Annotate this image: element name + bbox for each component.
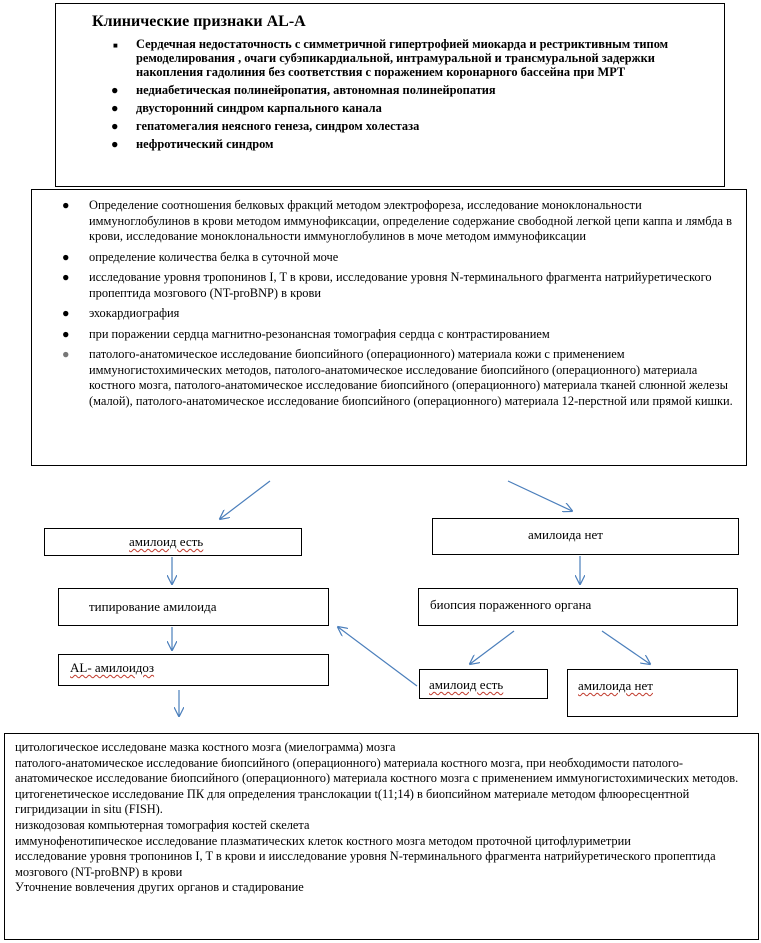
list-item: низкодозовая компьютерная томография костей скелета [15, 817, 310, 832]
amyloid-typing-label: типирование амилоида [89, 599, 217, 614]
biopsy-amyloid-present-label: амилоид есть [429, 677, 504, 692]
list-item: ● патолого-анатомическое исследование биопсийного (операционного) материала кожи с применением иммуногистохимических методов, патолого-анатомическое исследование биопсийного (операционного) материала костного мозга, патолого-анатомическое исследование биопсийного (операционного) материала тканей слюнной железы (малой), патолого-анатомическое исследование биопсийного (операционного) материала 12-перстной или прямой кишки. [62, 347, 733, 408]
biopsy-amyloid-absent-box [567, 669, 738, 717]
clinical-signs-box [55, 3, 725, 187]
bullet-icon: ● [111, 137, 119, 151]
al-amyloidosis-box [58, 654, 329, 686]
workup-box [4, 733, 759, 940]
amyloid-present-label: амилоид есть [129, 534, 204, 549]
list-item: ● нефротический синдром [111, 137, 274, 151]
list-item: ● при поражении сердца магнитно-резонансная томография сердца с контрастированием [62, 326, 550, 341]
organ-biopsy-label: биопсия пораженного органа [430, 597, 592, 612]
list-item: ■ Сердечная недостаточность с симметричной гипертрофией миокарда и рестриктивным типом ремоделирования , очаги субэпикардиальной, интрамуральной и трансмуральной задержки накопления гадолиния без соответствия с поражением коронарного бассейна при МРТ [113, 37, 669, 79]
bullet-icon: ● [111, 119, 119, 133]
diagnostics-list [56, 198, 742, 414]
workup-list [15, 740, 755, 896]
biopsy-amyloid-absent-label: амилоида нет [578, 678, 653, 693]
arrow-diag-to-amyloid-yes [220, 481, 270, 519]
list-item: ● гепатомегалия неясного генеза, синдром холестаза [111, 119, 420, 133]
list-item: ● исследование уровня тропонинов I, T в крови, исследование уровня N-терминального фрагмента натрийуретического пропептида мозгового (NT-proBNP) в крови [62, 270, 712, 300]
amyloid-present-box [44, 528, 302, 556]
list-item: цитологическое исследоване мазка костного мозга (миелограмма) мозга [15, 740, 396, 754]
list-item: исследование уровня тропонинов I, T в крови и иисследование уровня N-терминального фрагмента натрийуретического пропептида мозгового (NT-proBNP) в крови [15, 849, 716, 879]
list-item: ● двусторонний синдром карпального канала [111, 101, 382, 115]
list-item: ● определение количества белка в суточной моче [62, 249, 339, 264]
al-amyloidosis-label: AL- амилоидоз [70, 660, 155, 675]
bullet-icon: ● [111, 83, 119, 97]
bullet-icon: ● [111, 101, 119, 115]
organ-biopsy-box [418, 588, 738, 626]
bullet-icon: ● [62, 347, 70, 361]
bullet-icon: ● [62, 326, 70, 341]
list-item: ● недиабетическая полинейропатия, автономная полинейропатия [111, 83, 496, 97]
diagnostics-box [31, 189, 747, 466]
amyloid-typing-box [58, 588, 329, 626]
bullet-icon: ● [62, 198, 70, 212]
list-item: иммунофенотипическое исследование плазматических клеток костного мозга методом проточной цитофлуриметрии [15, 833, 631, 848]
amyloid-absent-box [432, 518, 739, 555]
list-item: цитогенетическое исследование ПК для определения транслокации t(11;14) в биопсийном материале методом флюоресцентной гигридизации in situ (FISH). [15, 786, 690, 817]
bullet-icon: ● [62, 306, 70, 320]
bullet-icon: ● [62, 270, 70, 284]
arrow-amyloid-yes-2-to-typing [338, 627, 417, 686]
arrow-diag-to-amyloid-no [508, 481, 572, 511]
clinical-signs-list [106, 37, 696, 155]
list-item: ● Определение соотношения белковых фракций методом электрофореза, исследование моноклональности иммуноглобулинов в крови методом иммунофиксации, определение содержание свободной легкой цепи каппа и лямбда в крови, исследование моноклональности иммуноглобулинов в моче методом иммунофиксации [62, 198, 732, 243]
amyloid-absent-label: амилоида нет [528, 527, 603, 542]
clinical-signs-title: Клинические признаки AL-A [92, 13, 306, 30]
bullet-icon: ● [62, 249, 70, 264]
list-item: Уточнение вовлечения других органов и стадирование [15, 880, 304, 895]
biopsy-amyloid-present-box [419, 669, 548, 699]
list-item: патолого-анатомическое исследование биопсийного (операционного) материала костного мозга, при необходимости патолого-анатомическое исследование биопсийного (операционного) материала костного мозга с применением иммуногистохимических методов. [15, 755, 739, 786]
list-item: ● эхокардиография [62, 306, 180, 320]
arrow-biopsy-to-amyloid-no-2 [602, 631, 650, 664]
square-bullet-icon: ■ [113, 41, 118, 50]
arrow-biopsy-to-amyloid-yes-2 [470, 631, 514, 664]
